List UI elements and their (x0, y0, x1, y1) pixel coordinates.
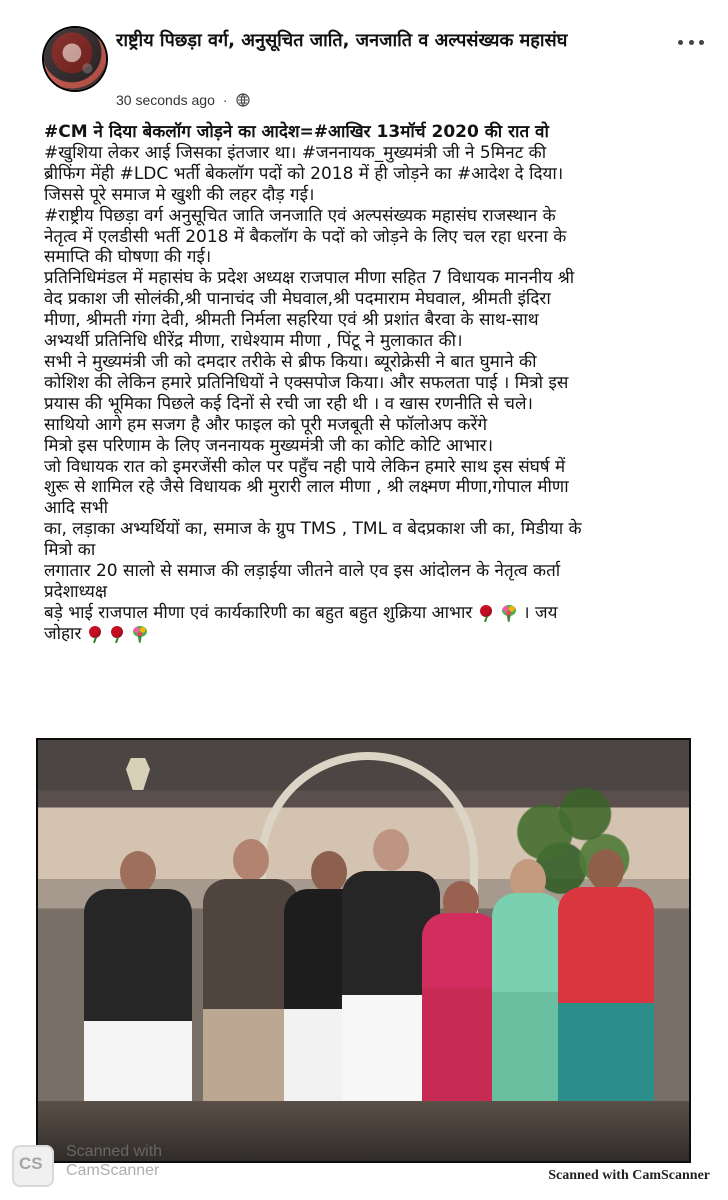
post-line-18: शुरू से शामिल रहे जैसे विधायक श्री मुरारी लाल मीणा , श्री लक्ष्मण मीणा,गोपाल मीणा (44, 477, 569, 498)
post-line-8: प्रतिनिधिमंडल में महासंघ के प्रदेश अध्यक्ष राजपाल मीणा सहित 7 विधायक माननीय श्री (44, 268, 575, 289)
group-photo[interactable] (36, 738, 691, 1163)
post-line-14: प्रयास की भूमिका पिछले कई दिनों से रची जा रही थी । व खास रणनीति से चले। (44, 393, 533, 414)
post-line-16: मित्रो इस परिणाम के लिए जननायक मुख्यमंत्री जी का कोटि कोटि आभार। (44, 435, 494, 456)
post-line-9: वेद प्रकाश जी सोलंकी,श्री पानाचंद जी मेघवाल,श्री पदमाराम मेघवाल, श्रीमती इंदिरा (44, 289, 551, 310)
post-line-1: #CM ने दिया बेकलॉग जोड़ने का आदेश=#आखिर 13मॉर्च 2020 की रात वो (44, 122, 549, 142)
camscanner-logo-icon (12, 1145, 54, 1187)
watermark-left-line-1: Scanned with (66, 1143, 163, 1160)
post-line-10: मीणा, श्रीमती गंगा देवी, श्रीमती निर्मला सहरिया एवं श्री प्रशांत बैरवा के साथ-साथ (44, 310, 539, 331)
watermark-left-line-2: CamScanner (66, 1162, 160, 1180)
emoji-row-1 (478, 604, 518, 622)
person (492, 847, 564, 1129)
rose-icon (478, 604, 496, 622)
camscanner-watermark-left (66, 1142, 162, 1180)
post-line-6: नेतृत्व में एलडीसी भर्ती 2018 में बैकलॉग के पदों को जोड़ने के लिए चल रहा धरना के (44, 226, 567, 247)
more-icon[interactable] (678, 36, 704, 48)
post-timestamp[interactable]: 30 seconds ago (116, 92, 215, 108)
bouquet-icon (500, 604, 518, 622)
post-line-4: जिससे पूरे समाज मे खुशी की लहर दौड़ गई। (44, 184, 315, 205)
post-line-11: अभ्यर्थी प्रतिनिधि धीरेंद्र मीणा, राधेश्याम मीणा , पिंटू ने मुलाकात की। (44, 331, 463, 352)
post-line-17: जो विधायक रात को इमरजेंसी कोल पर पहुँच नही पाये लेकिन हमारे साथ इस संघर्ष में (44, 456, 566, 477)
post-line-3: ब्रीफिंग मेंही #LDC भर्ती बेकलॉग पदों को 2018 में ही जोड़ने का #आदेश दे दिया। (44, 163, 564, 184)
page-avatar[interactable] (44, 28, 106, 90)
person (558, 837, 654, 1129)
page-title[interactable]: राष्ट्रीय पिछड़ा वर्ग, अनुसूचित जाति, जनजाति व अल्पसंख्यक महासंघ (116, 30, 568, 51)
post-line-21: मित्रो का (44, 540, 96, 561)
meta-separator: · (222, 92, 228, 108)
post-line-24: बड़े भाई राजपाल मीणा एवं कार्यकारिणी का बहुत बहुत शुक्रिया आभार । जय (44, 602, 558, 623)
emoji-row-2 (87, 625, 149, 643)
rose-icon (109, 625, 127, 643)
post-line-25: जोहार (44, 624, 694, 645)
post-line-20: का, लड़ाका अभ्यर्थियों का, समाज के ग्रुप TMS , TML व बेदप्रकाश जी का, मिडीया के (44, 519, 582, 540)
post-line-22: लगातार 20 सालो से समाज की लड़ाईया जीतने वाले एव इस आंदोलन के नेतृत्व कर्ता (44, 561, 561, 582)
post-line-5: #राष्ट्रीय पिछड़ा वर्ग अनुसूचित जाति जनजाति एवं अल्पसंख्यक महासंघ राजस्थान के (44, 205, 556, 226)
post-header (0, 0, 728, 120)
globe-icon (236, 93, 250, 107)
rose-icon (87, 625, 105, 643)
post-line-15: साथियो आगे हम सजग है और फाइल को पूरी मजबूती से फॉलोअप करेंगे (44, 414, 488, 435)
person (84, 839, 192, 1129)
post-meta (116, 92, 250, 108)
post-line-2: #खुशिया लेकर आई जिसका इंतजार था। #जननायक_मुख्यमंत्री जी ने 5मिनट की (44, 142, 547, 163)
post-line-19: आदि सभी (44, 498, 109, 519)
post-line-7: समाप्ति की घोषणा की गई। (44, 247, 212, 268)
post-line-23: प्रदेशाध्यक्ष (44, 581, 108, 602)
post-line-12: सभी ने मुख्यमंत्री जी को दमदार तरीके से ब्रीफ किया। ब्यूरोक्रेसी ने बात घुमाने की (44, 351, 537, 372)
post-body (44, 122, 694, 645)
post-line-13: कोशिश की लेकिन हमारे प्रतिनिधियों ने एक्सपोज किया। और सफलता पाई । मित्रो इस (44, 372, 569, 393)
person (422, 867, 500, 1129)
camscanner-watermark-right: Scanned with CamScanner (548, 1168, 710, 1183)
bouquet-icon (131, 625, 149, 643)
